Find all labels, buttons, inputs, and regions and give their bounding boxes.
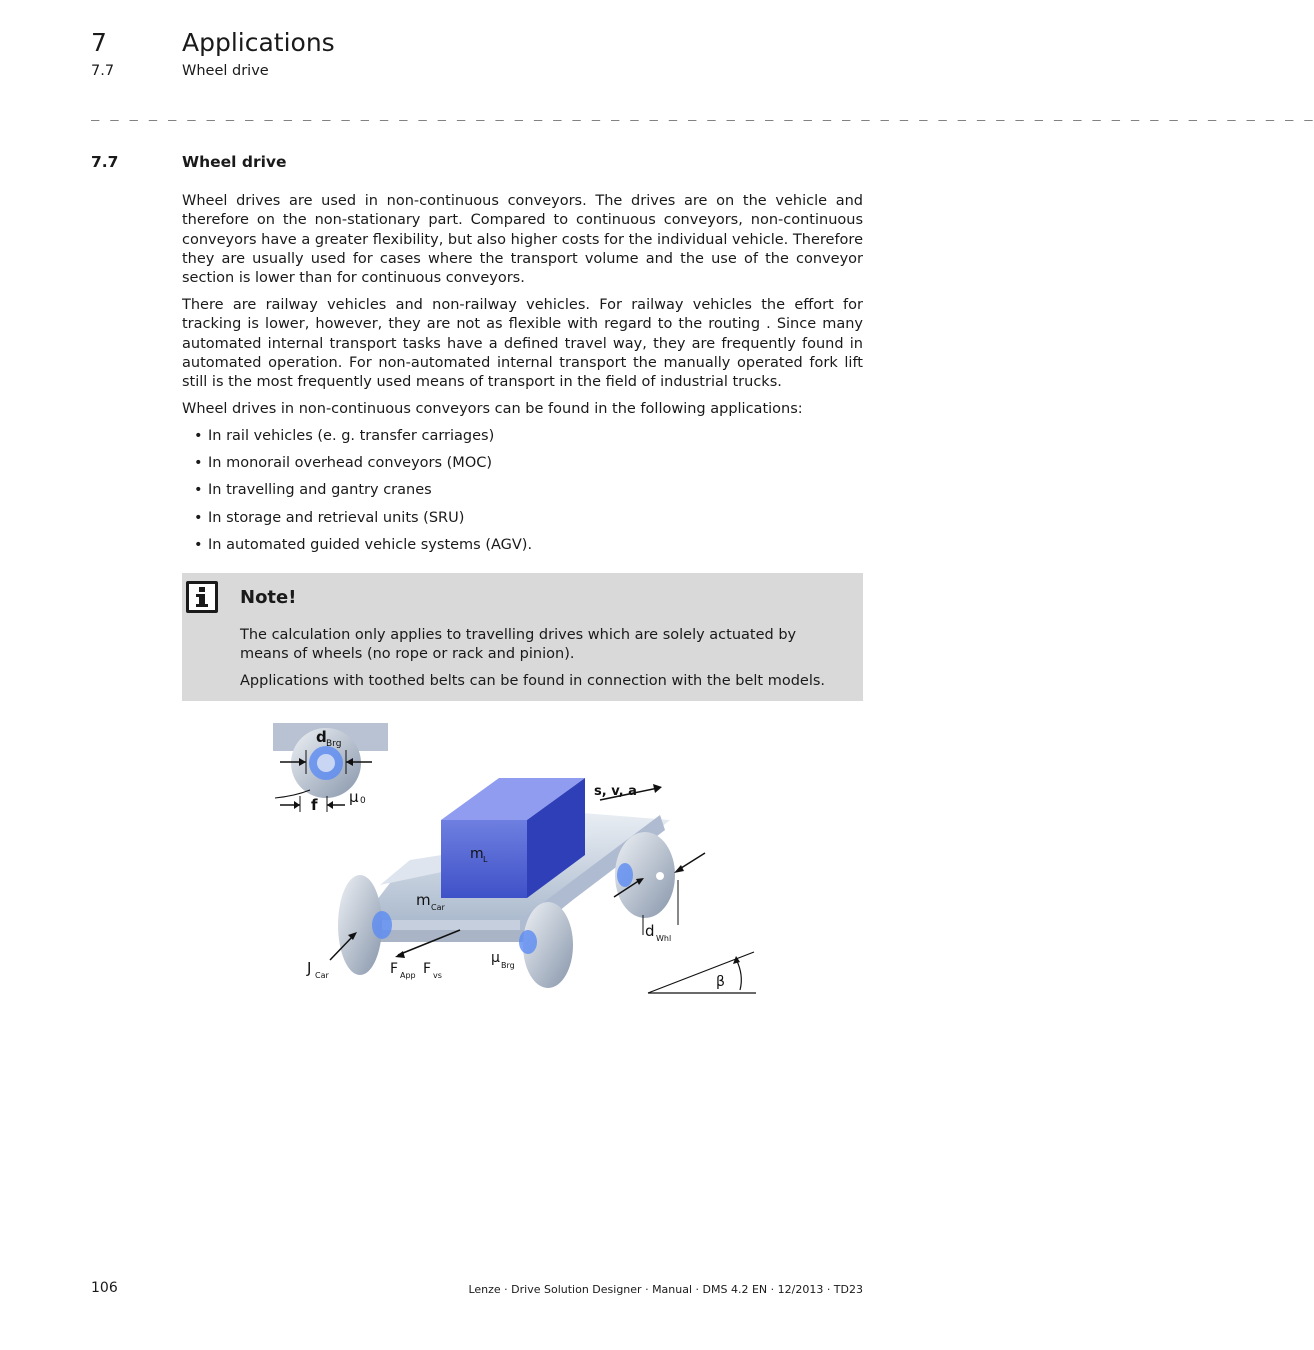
section-number: 7.7 [91,153,119,171]
list-item [194,454,854,481]
header-dashed-rule: _ _ _ _ _ _ _ _ _ _ _ _ _ _ _ _ _ _ _ _ _ _ _ _ _ _ _ _ _ _ _ _ _ _ _ _ _ _ _ _ _ _ _ _ _ _ _ _ _ _ _ _ _ _ _ _ _ _ _ _ _ _ _ _ [91,105,1314,121]
list-item-text: In monorail overhead conveyors (MOC) [208,455,493,472]
bullet-icon: • [194,536,203,553]
chapter-title: Applications [182,28,335,57]
list-item-text: In storage and retrieval units (SRU) [208,509,465,526]
slope-angle [648,952,756,993]
f-vs-subscript: vs [433,971,442,980]
list-item [194,481,854,508]
list-item-text: In automated guided vehicle systems (AGV). [208,536,533,553]
d-whl-label: d [645,922,655,940]
header-section-number: 7.7 [91,63,115,79]
paragraph-applications: Wheel drives in non-continuous conveyors can be found in the following applications: [182,401,803,417]
list-item [194,536,854,563]
applications-list [194,427,854,563]
bullet-icon: • [194,509,203,526]
d-whl-subscript: Whl [656,934,672,943]
d-brg-subscript: Brg [326,739,342,749]
note-text-belts: Applications with toothed belts can be found in connection with the belt models. [240,673,826,689]
bullet-icon: • [194,455,203,472]
wheel-drive-diagram [270,720,770,1010]
bullet-icon: • [194,428,203,444]
wheel-drive-figure [270,720,770,1010]
j-car-label: J [307,959,312,977]
list-item-text: In rail vehicles (e. g. transfer carriages) [208,428,495,444]
paragraph-vehicles: There are railway vehicles and non-railway vehicles. For railway vehicles the effort for tracking is lower, however, they are not as flexible with regard to the routing . Since many automated internal transport tasks have a defined travel way, they are frequently found in automated operation. For non-automated internal transport the manually operated fork lift still is the most frequently used means of transport in the field of industrial trucks. [182,297,863,391]
note-title: Note! [240,587,297,608]
f-app-label: F [390,961,399,977]
chapter-number: 7 [91,28,107,57]
s-v-a-label: s, v, a [594,784,637,799]
bearing-detail [273,723,388,814]
document-info: Lenze · Drive Solution Designer · Manual · DMS 4.2 EN · 12/2013 · TD23 [468,1283,863,1296]
m-car-label: m [416,891,431,909]
mu0-label: μ [349,788,359,806]
d-brg-label: d [316,728,327,746]
bullet-icon: • [194,482,203,499]
list-item-text: In travelling and gantry cranes [208,482,432,499]
m-l-label: m [470,846,484,862]
mu-brg-label: μ [491,950,500,966]
page-number: 106 [91,1280,118,1296]
list-item [194,509,854,536]
mu-brg-subscript: Brg [501,961,515,970]
note-text-calculation: The calculation only applies to travelling drives which are solely actuated by means of wheels (no rope or rack and pinion). [240,627,797,663]
m-l-subscript: L [483,855,488,864]
j-car-subscript: Car [315,971,329,980]
header-section-title: Wheel drive [182,63,269,79]
note-box [182,573,863,701]
m-car-subscript: Car [431,903,445,912]
mu0-subscript: 0 [360,796,366,806]
info-icon [186,581,218,613]
f-label: f [311,796,318,814]
section-heading: Wheel drive [182,153,287,171]
list-item [194,427,854,454]
f-app-subscript: App [400,971,416,980]
beta-label: β [716,974,725,990]
f-vs-label: F [423,961,432,977]
paragraph-intro: Wheel drives are used in non-continuous conveyors. The drives are on the vehicle and therefore on the non-stationary part. Compared to continuous conveyors, non-continuous conveyors have a greater flexibility, but also higher costs for the individual vehicle. Therefore they are usually used for cases where the transport volume and the use of the conveyor section is lower than for continuous conveyors. [182,193,863,287]
